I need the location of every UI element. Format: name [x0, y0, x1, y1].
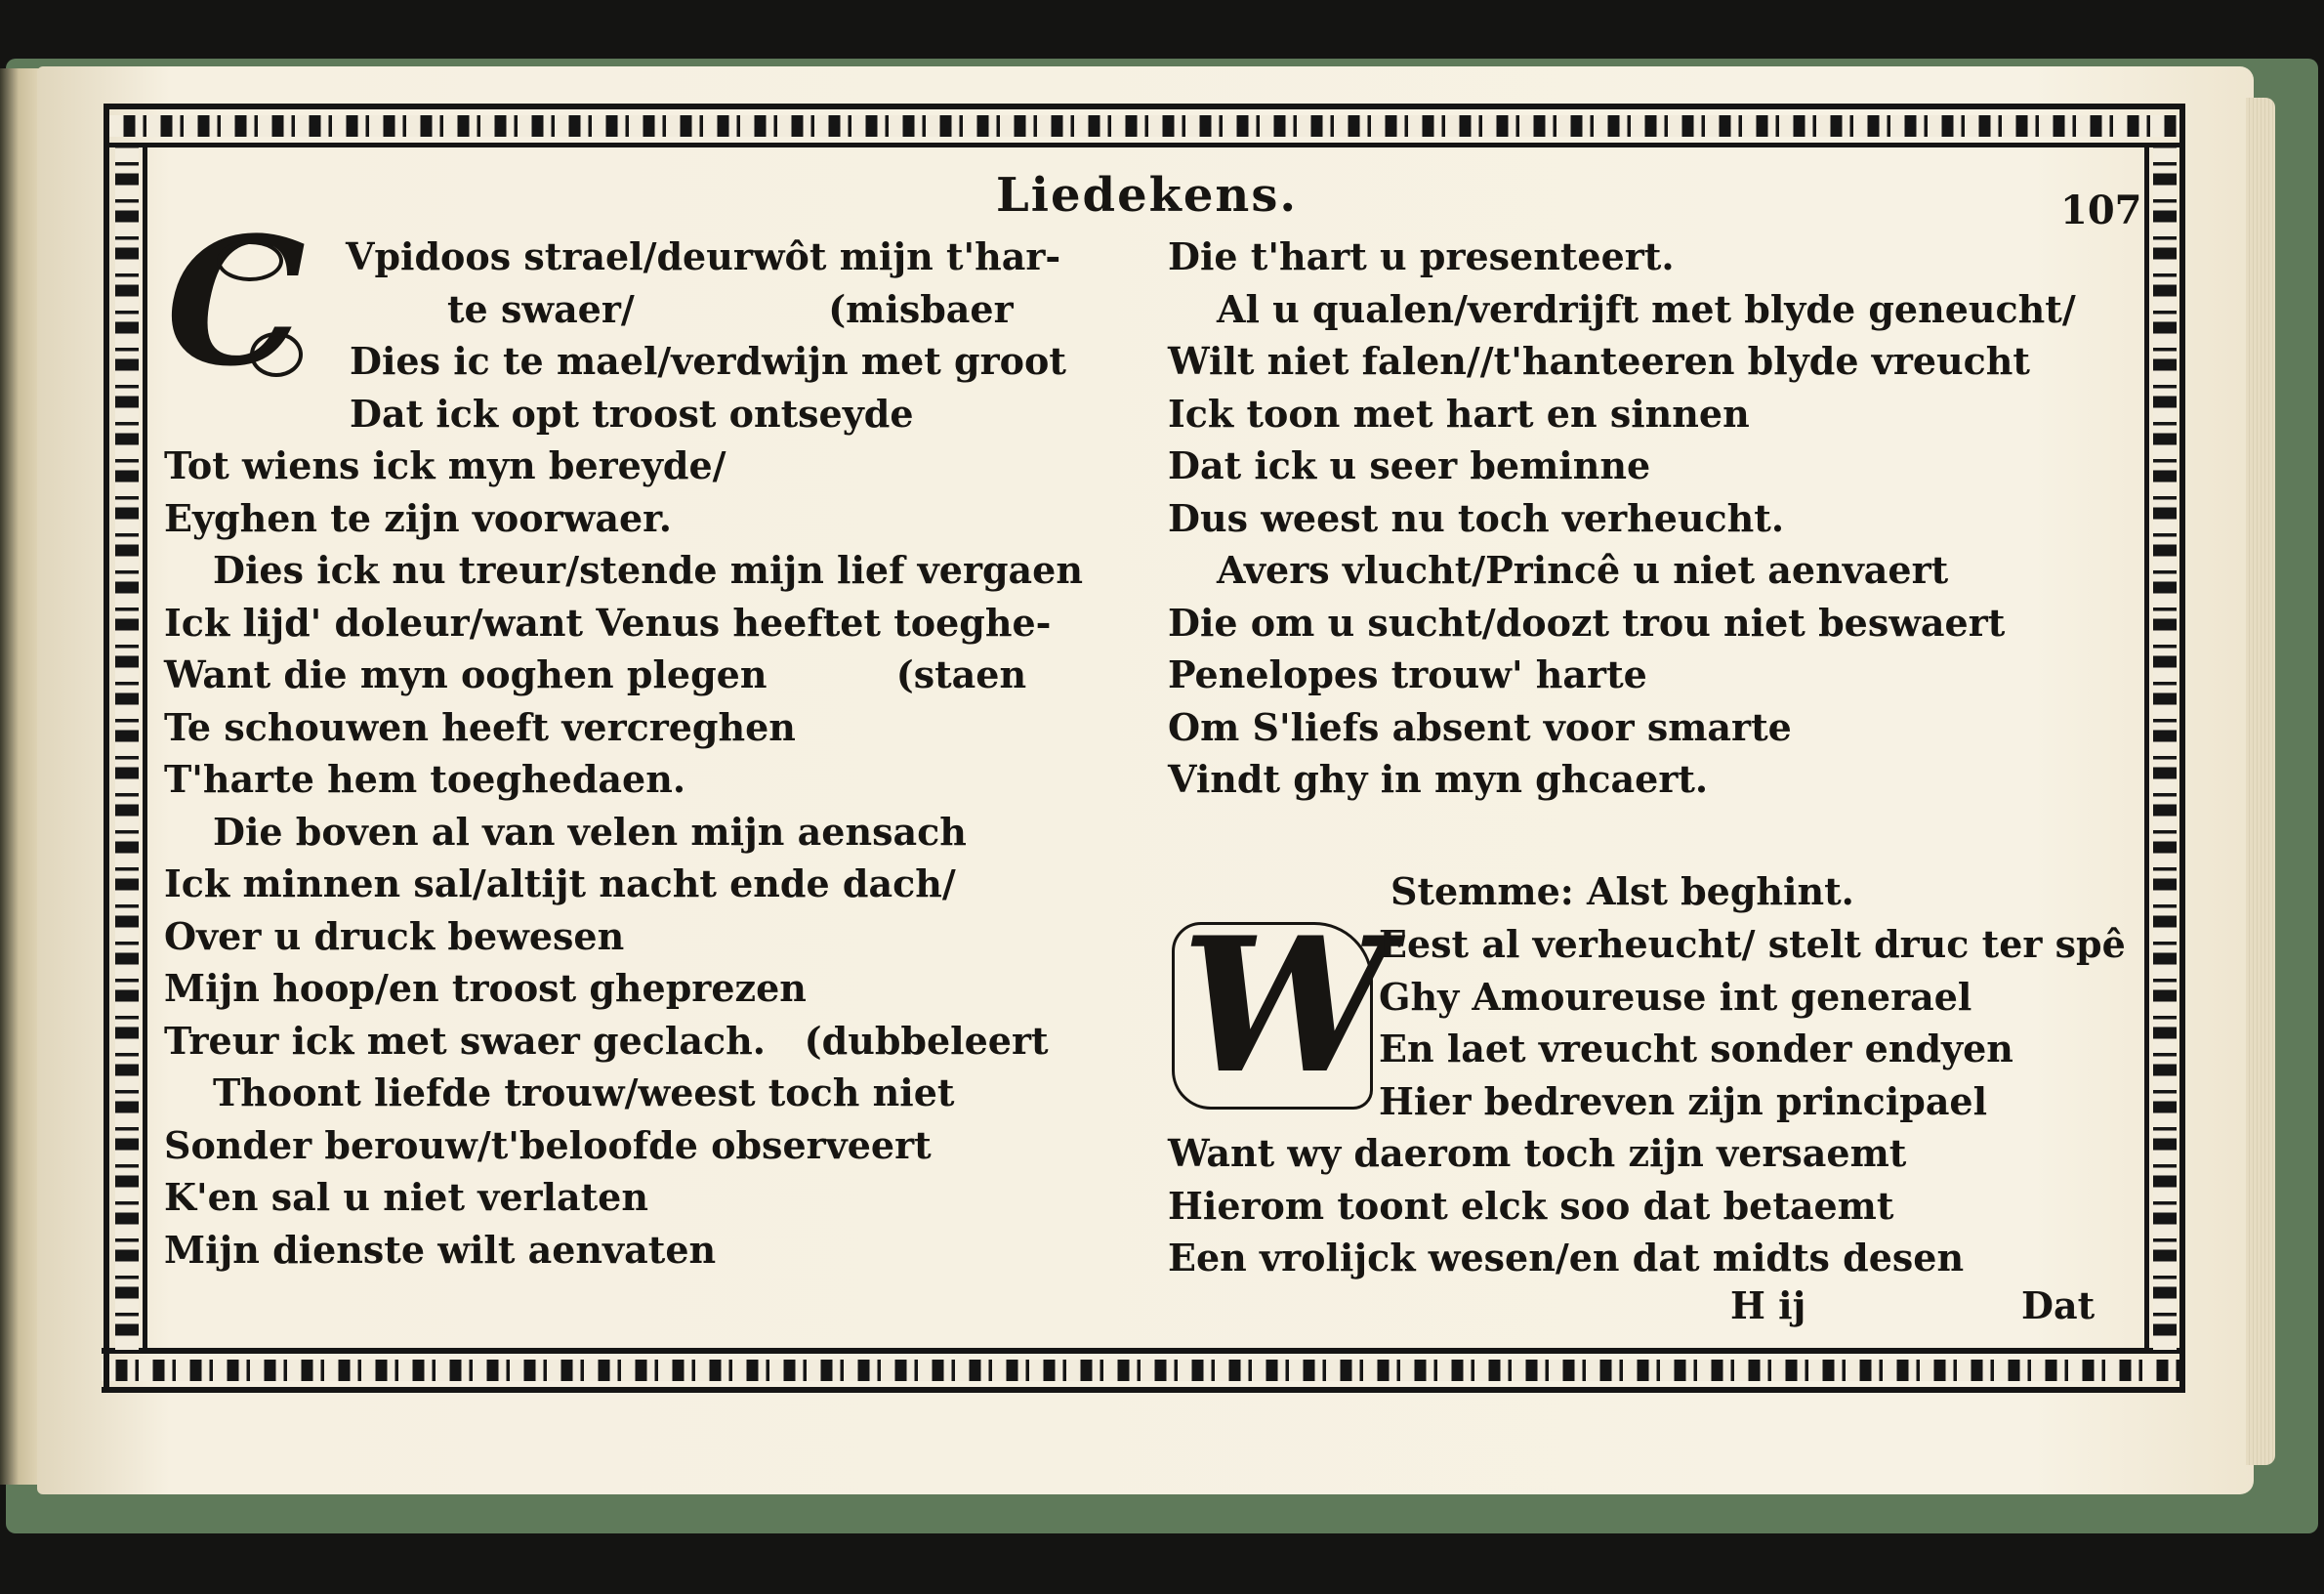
- verse-line: Hier bedreven zijn principael: [1379, 1078, 1988, 1123]
- verse-line: Over u druck bewesen: [164, 913, 625, 958]
- page-number: 107: [2060, 188, 2142, 233]
- verse-line: Al u qualen/verdrijft met blyde geneucht/: [1217, 286, 2076, 331]
- verse-line: Een vrolijck wesen/en dat midts desen: [1168, 1236, 1965, 1279]
- verse-line: Dies ic te mael/verdwijn met groot: [350, 339, 1066, 383]
- verse-line: Te schouwen heeft vercreghen: [164, 704, 796, 749]
- verse-line: Avers vlucht/Princê u niet aenvaert: [1217, 548, 1949, 592]
- verse-line: Eyghen te zijn voorwaer.: [164, 495, 672, 540]
- right-column: [1168, 231, 2144, 806]
- border-band-left: [115, 147, 139, 1350]
- verse-line: En laet vreucht sonder endyen: [1379, 1027, 2013, 1070]
- border-outer-bottom: [102, 1348, 2181, 1354]
- verse-line: Ick toon met hart en sinnen: [1168, 391, 1750, 436]
- tune-indication: Stemme: Alst beghint.: [1390, 869, 1854, 913]
- verse-line: Want wy daerom toch zijn versaemt: [1168, 1131, 1907, 1175]
- page-edges: [2246, 98, 2275, 1465]
- border-band-top: [109, 115, 2179, 137]
- border-outer-right: [2179, 104, 2185, 1393]
- border-inner-right: [2144, 147, 2149, 1350]
- verse-line: T'harte hem toeghedaen.: [164, 757, 686, 801]
- border-band-bottom: [102, 1360, 2181, 1381]
- verse-line: Ick lijd' doleur/want Venus heeftet toeghe-: [164, 600, 1052, 645]
- verse-line: Vindt ghy in myn ghcaert.: [1168, 757, 1709, 801]
- running-header: Liedekens.: [996, 168, 1299, 223]
- verse-line: Vpidoos strael/deurwôt mijn t'har-: [346, 234, 1061, 278]
- signature-mark: H ij: [1730, 1283, 1806, 1327]
- verse-line: Hierom toont elck soo dat betaemt: [1168, 1183, 1894, 1228]
- border-outer-left: [104, 104, 109, 1393]
- verse-line: Die om u sucht/doozt trou niet beswaert: [1168, 600, 2006, 645]
- drop-cap-letter-c: C: [166, 199, 307, 405]
- verse-line: Wilt niet falen//t'hanteeren blyde vreucht: [1168, 339, 2030, 383]
- verse-line: Sonder berouw/t'beloofde observeert: [164, 1122, 932, 1167]
- verse-line: Treur ick met swaer geclach. (dubbeleert: [164, 1018, 1049, 1063]
- verse-line: Ghy Amoureuse int generael: [1379, 974, 1972, 1019]
- border-band-right: [2153, 147, 2177, 1350]
- border-inner-left: [143, 147, 147, 1350]
- verse-line: Tot wiens ick myn bereyde/: [164, 443, 726, 487]
- border-inner-bottom: [102, 1387, 2181, 1393]
- drop-cap-letter-w: W: [1182, 897, 1390, 1114]
- verse-line: Mijn dienste wilt aenvaten: [164, 1227, 717, 1272]
- verse-line: K'en sal u niet verlaten: [164, 1175, 648, 1219]
- verse-line: Penelopes trouw' harte: [1168, 652, 1647, 696]
- border-inner-top: [109, 143, 2179, 147]
- verse-line: Dat ick u seer beminne: [1168, 443, 1651, 487]
- right-column-stanza-2: [1168, 918, 2144, 1284]
- verse-line: Mijn hoop/en troost gheprezen: [164, 966, 807, 1010]
- verse-line: te swaer/ (misbaer: [447, 286, 1014, 331]
- verse-line: Want die myn ooghen plegen (staen: [164, 652, 1027, 696]
- verse-line: Dus weest nu toch verheucht.: [1168, 495, 1785, 540]
- verse-line: Eest al verheucht/ stelt druc ter spê: [1379, 922, 2126, 966]
- verse-line: Dat ick opt troost ontseyde: [350, 391, 914, 436]
- verse-line: Om S'liefs absent voor smarte: [1168, 704, 1792, 749]
- left-column: [164, 231, 1150, 1276]
- verse-line: Ick minnen sal/altijt nacht ende dach/: [164, 861, 956, 905]
- border-outer-top: [109, 104, 2179, 109]
- verse-line: Thoont liefde trouw/weest toch niet: [213, 1070, 955, 1114]
- verse-line: Die boven al van velen mijn aensach: [213, 809, 967, 854]
- verse-line: Die t'hart u presenteert.: [1168, 234, 1675, 278]
- verse-line: Dies ick nu treur/stende mijn lief vergaen: [213, 548, 1083, 592]
- catchword: Dat: [2021, 1283, 2096, 1327]
